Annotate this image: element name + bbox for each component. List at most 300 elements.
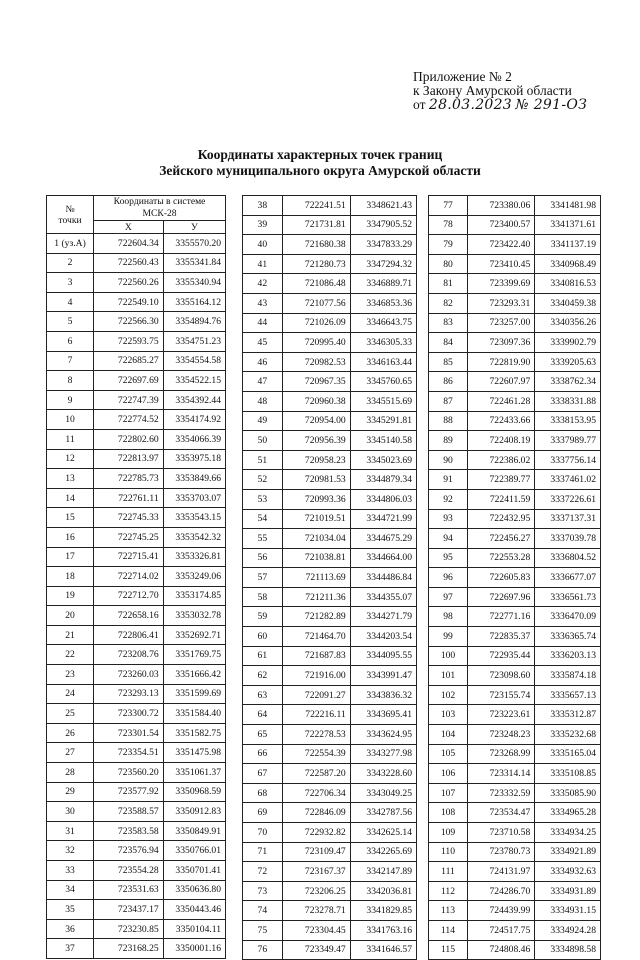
- y-coordinate-cell: 3354522.15: [163, 371, 225, 391]
- y-coordinate-cell: 3341137.19: [535, 235, 601, 255]
- x-coordinate-cell: 723354.51: [94, 743, 164, 763]
- point-number-cell: 110: [429, 842, 468, 862]
- y-coordinate-cell: 3341829.85: [350, 901, 416, 921]
- point-number-cell: 73: [243, 881, 283, 901]
- table-row: [243, 450, 417, 470]
- x-coordinate-cell: 723167.37: [282, 862, 350, 882]
- x-coordinate-cell: 722432.95: [468, 509, 535, 529]
- x-coordinate-cell: 722587.20: [282, 764, 350, 784]
- point-number-cell: 112: [429, 881, 468, 901]
- point-number-cell: 25: [47, 704, 94, 724]
- point-number-cell: 51: [243, 450, 283, 470]
- x-coordinate-cell: 723293.31: [468, 293, 535, 313]
- point-number-cell: 89: [429, 431, 468, 451]
- y-coordinate-cell: 3339902.79: [535, 333, 601, 353]
- table-row: [47, 508, 226, 528]
- x-coordinate-cell: 721034.04: [282, 529, 350, 549]
- table-row: [47, 606, 226, 626]
- point-number-cell: 42: [243, 274, 283, 294]
- point-number-cell: 85: [429, 352, 468, 372]
- y-coordinate-cell: 3345515.69: [350, 391, 416, 411]
- table-row: [243, 764, 417, 784]
- y-coordinate-cell: 3353975.18: [163, 449, 225, 469]
- y-coordinate-cell: 3335657.13: [535, 685, 601, 705]
- x-coordinate-cell: 724517.75: [468, 920, 535, 940]
- y-coordinate-cell: 3336677.07: [535, 568, 601, 588]
- table-row: [243, 196, 417, 216]
- x-coordinate-cell: 722607.97: [468, 372, 535, 392]
- point-number-cell: 90: [429, 450, 468, 470]
- point-number-cell: 2: [47, 253, 94, 273]
- table-row: [243, 352, 417, 372]
- y-coordinate-cell: 3342036.81: [350, 881, 416, 901]
- point-number-cell: 26: [47, 723, 94, 743]
- table-row: [47, 645, 226, 665]
- point-number-cell: 12: [47, 449, 94, 469]
- table-row: [243, 391, 417, 411]
- x-coordinate-cell: 721280.73: [282, 254, 350, 274]
- point-number-cell: 18: [47, 567, 94, 587]
- y-coordinate-cell: 3334898.58: [535, 940, 601, 960]
- y-coordinate-cell: 3343695.41: [350, 705, 416, 725]
- table-row: [243, 529, 417, 549]
- point-number-cell: 62: [243, 666, 283, 686]
- point-number-cell: 41: [243, 254, 283, 274]
- point-number-cell: 47: [243, 372, 283, 392]
- table-row: [47, 782, 226, 802]
- x-coordinate-cell: 721077.56: [282, 293, 350, 313]
- x-coordinate-cell: 720981.53: [282, 470, 350, 490]
- point-number-cell: 48: [243, 391, 283, 411]
- point-number-cell: 81: [429, 274, 468, 294]
- table-row: [47, 665, 226, 685]
- y-coordinate-cell: 3353849.66: [163, 469, 225, 489]
- x-coordinate-cell: 722553.28: [468, 548, 535, 568]
- y-coordinate-cell: 3341646.57: [350, 940, 416, 960]
- y-coordinate-cell: 3340356.26: [535, 313, 601, 333]
- point-number-cell: 35: [47, 900, 94, 920]
- y-coordinate-cell: 3334924.28: [535, 920, 601, 940]
- y-coordinate-cell: 3334934.25: [535, 823, 601, 843]
- y-coordinate-cell: 3345291.81: [350, 411, 416, 431]
- header-point-number-word: точки: [58, 214, 82, 226]
- y-coordinate-cell: 3339205.63: [535, 352, 601, 372]
- y-coordinate-cell: 3336203.13: [535, 646, 601, 666]
- y-coordinate-cell: 3350766.01: [163, 841, 225, 861]
- table-row: [243, 313, 417, 333]
- table-row: [47, 723, 226, 743]
- point-number-cell: 113: [429, 901, 468, 921]
- table-row: [429, 842, 601, 862]
- x-coordinate-cell: 723097.36: [468, 333, 535, 353]
- y-coordinate-cell: 3354894.76: [163, 312, 225, 332]
- point-number-cell: 44: [243, 313, 283, 333]
- table-row: [429, 783, 601, 803]
- point-number-cell: 114: [429, 920, 468, 940]
- x-coordinate-cell: 723583.58: [94, 821, 164, 841]
- table-row: [47, 449, 226, 469]
- y-coordinate-cell: 3344203.54: [350, 627, 416, 647]
- table-row: [243, 666, 417, 686]
- point-number-cell: 29: [47, 782, 94, 802]
- point-number-cell: 33: [47, 861, 94, 881]
- point-number-cell: 72: [243, 862, 283, 882]
- point-number-cell: 50: [243, 431, 283, 451]
- y-coordinate-cell: 3346163.44: [350, 352, 416, 372]
- point-number-cell: 79: [429, 235, 468, 255]
- y-coordinate-cell: 3342625.14: [350, 823, 416, 843]
- table-row: [429, 744, 601, 764]
- y-coordinate-cell: 3343624.95: [350, 725, 416, 745]
- coordinates-table-2: [242, 195, 417, 960]
- table-row: [429, 352, 601, 372]
- x-coordinate-cell: 720995.40: [282, 333, 350, 353]
- x-coordinate-cell: 723399.69: [468, 274, 535, 294]
- y-coordinate-cell: 3338153.95: [535, 411, 601, 431]
- table-row: [429, 901, 601, 921]
- x-coordinate-cell: 721019.51: [282, 509, 350, 529]
- table-row: [243, 587, 417, 607]
- x-coordinate-cell: 722774.52: [94, 410, 164, 430]
- table-row: [429, 215, 601, 235]
- table-row: [429, 646, 601, 666]
- y-coordinate-cell: 3350912.83: [163, 802, 225, 822]
- x-coordinate-cell: 723349.47: [282, 940, 350, 960]
- table-row: [47, 488, 226, 508]
- table-row: [47, 351, 226, 371]
- table-row: [429, 431, 601, 451]
- point-number-cell: 109: [429, 823, 468, 843]
- x-coordinate-cell: 722604.34: [94, 234, 164, 254]
- table-row: [429, 705, 601, 725]
- point-number-cell: 95: [429, 548, 468, 568]
- x-coordinate-cell: 722566.30: [94, 312, 164, 332]
- point-number-cell: 38: [243, 196, 283, 216]
- x-coordinate-cell: 723260.03: [94, 665, 164, 685]
- table-row: [243, 411, 417, 431]
- table-row: [243, 215, 417, 235]
- table-row: [243, 940, 417, 960]
- x-coordinate-cell: 722658.16: [94, 606, 164, 626]
- y-coordinate-cell: 3344095.55: [350, 646, 416, 666]
- table-row: [47, 802, 226, 822]
- x-coordinate-cell: 722745.33: [94, 508, 164, 528]
- x-coordinate-cell: 722806.41: [94, 625, 164, 645]
- x-coordinate-cell: 723437.17: [94, 900, 164, 920]
- table-row: [243, 489, 417, 509]
- table-row: [243, 509, 417, 529]
- point-number-cell: 55: [243, 529, 283, 549]
- handwritten-number: № 291-ОЗ: [515, 97, 588, 113]
- table-row: [429, 372, 601, 392]
- x-coordinate-cell: 723400.57: [468, 215, 535, 235]
- x-coordinate-cell: 722706.34: [282, 783, 350, 803]
- table-row: [243, 744, 417, 764]
- table-row: [47, 469, 226, 489]
- x-coordinate-cell: 723577.92: [94, 782, 164, 802]
- y-coordinate-cell: 3350443.46: [163, 900, 225, 920]
- table-row: [243, 783, 417, 803]
- point-number-cell: 70: [243, 823, 283, 843]
- point-number-cell: 5: [47, 312, 94, 332]
- point-number-cell: 99: [429, 627, 468, 647]
- x-coordinate-cell: 720954.00: [282, 411, 350, 431]
- x-coordinate-cell: 724286.70: [468, 881, 535, 901]
- x-coordinate-cell: 722697.69: [94, 371, 164, 391]
- x-coordinate-cell: 721731.81: [282, 215, 350, 235]
- point-number-cell: 4: [47, 292, 94, 312]
- point-number-cell: 115: [429, 940, 468, 960]
- point-number-cell: 69: [243, 803, 283, 823]
- point-number-cell: 101: [429, 666, 468, 686]
- table-row: [429, 548, 601, 568]
- y-coordinate-cell: 3355164.12: [163, 292, 225, 312]
- y-coordinate-cell: 3351475.98: [163, 743, 225, 763]
- y-coordinate-cell: 3346889.71: [350, 274, 416, 294]
- table-row: [47, 919, 226, 939]
- table-row: [429, 568, 601, 588]
- point-number-cell: 71: [243, 842, 283, 862]
- x-coordinate-cell: 721687.83: [282, 646, 350, 666]
- y-coordinate-cell: 3345140.58: [350, 431, 416, 451]
- y-coordinate-cell: 3341371.61: [535, 215, 601, 235]
- point-number-cell: 102: [429, 685, 468, 705]
- point-number-cell: 30: [47, 802, 94, 822]
- y-coordinate-cell: 3343277.98: [350, 744, 416, 764]
- point-number-cell: 108: [429, 803, 468, 823]
- point-number-cell: 68: [243, 783, 283, 803]
- point-number-cell: 98: [429, 607, 468, 627]
- table-row: [243, 920, 417, 940]
- x-coordinate-cell: 721026.09: [282, 313, 350, 333]
- point-number-cell: 65: [243, 725, 283, 745]
- table-row: [47, 331, 226, 351]
- table-row: [429, 881, 601, 901]
- table-row: [47, 527, 226, 547]
- point-number-cell: 96: [429, 568, 468, 588]
- x-coordinate-cell: 722091.27: [282, 685, 350, 705]
- coordinates-table-1: [46, 195, 226, 959]
- point-number-cell: 49: [243, 411, 283, 431]
- appendix-number: Приложение № 2: [413, 69, 512, 84]
- x-coordinate-cell: 723560.20: [94, 763, 164, 783]
- table-row: [47, 763, 226, 783]
- point-number-cell: 63: [243, 685, 283, 705]
- x-coordinate-cell: 722715.41: [94, 547, 164, 567]
- point-number-cell: 20: [47, 606, 94, 626]
- point-number-cell: 10: [47, 410, 94, 430]
- point-number-cell: 92: [429, 489, 468, 509]
- y-coordinate-cell: 3337137.31: [535, 509, 601, 529]
- y-coordinate-cell: 3351769.75: [163, 645, 225, 665]
- y-coordinate-cell: 3343228.60: [350, 764, 416, 784]
- x-coordinate-cell: 722386.02: [468, 450, 535, 470]
- appendix-law-ref: к Закону Амурской области: [413, 83, 572, 98]
- table-row: [429, 293, 601, 313]
- y-coordinate-cell: 3335165.04: [535, 744, 601, 764]
- x-coordinate-cell: 723257.00: [468, 313, 535, 333]
- y-coordinate-cell: 3351061.37: [163, 763, 225, 783]
- x-coordinate-cell: 723410.45: [468, 254, 535, 274]
- x-coordinate-cell: 723208.76: [94, 645, 164, 665]
- point-number-cell: 7: [47, 351, 94, 371]
- x-coordinate-cell: 722714.02: [94, 567, 164, 587]
- y-coordinate-cell: 3345023.69: [350, 450, 416, 470]
- point-number-cell: 84: [429, 333, 468, 353]
- x-coordinate-cell: 721464.70: [282, 627, 350, 647]
- x-coordinate-cell: 720958.23: [282, 450, 350, 470]
- y-coordinate-cell: 3336470.09: [535, 607, 601, 627]
- handwritten-date: 28.03.2023: [428, 97, 513, 113]
- table-row: [243, 548, 417, 568]
- point-number-cell: 52: [243, 470, 283, 490]
- y-coordinate-cell: 3340968.49: [535, 254, 601, 274]
- table-row: [429, 450, 601, 470]
- point-number-cell: 31: [47, 821, 94, 841]
- y-coordinate-cell: 3344806.03: [350, 489, 416, 509]
- y-coordinate-cell: 3335108.85: [535, 764, 601, 784]
- y-coordinate-cell: 3344675.29: [350, 529, 416, 549]
- x-coordinate-cell: 722216.11: [282, 705, 350, 725]
- table-row: [47, 371, 226, 391]
- point-number-cell: 87: [429, 391, 468, 411]
- x-coordinate-cell: 721282.89: [282, 607, 350, 627]
- y-coordinate-cell: 3344879.34: [350, 470, 416, 490]
- point-number-cell: 15: [47, 508, 94, 528]
- y-coordinate-cell: 3353703.07: [163, 488, 225, 508]
- table-row: [429, 489, 601, 509]
- y-coordinate-cell: 3342265.69: [350, 842, 416, 862]
- table-row: [47, 880, 226, 900]
- x-coordinate-cell: 723248.23: [468, 725, 535, 745]
- point-number-cell: 45: [243, 333, 283, 353]
- table-row: [429, 940, 601, 960]
- point-number-cell: 83: [429, 313, 468, 333]
- table-row: [47, 625, 226, 645]
- point-number-cell: 34: [47, 880, 94, 900]
- table-row: [47, 292, 226, 312]
- y-coordinate-cell: 3352692.71: [163, 625, 225, 645]
- point-number-cell: 74: [243, 901, 283, 921]
- y-coordinate-cell: 3346305.33: [350, 333, 416, 353]
- table-row: [429, 803, 601, 823]
- point-number-cell: 8: [47, 371, 94, 391]
- y-coordinate-cell: 3337226.61: [535, 489, 601, 509]
- table-row: [429, 470, 601, 490]
- y-coordinate-cell: 3354554.58: [163, 351, 225, 371]
- y-coordinate-cell: 3344355.07: [350, 587, 416, 607]
- table-row: [243, 725, 417, 745]
- y-coordinate-cell: 3334932.63: [535, 862, 601, 882]
- table-row: [47, 841, 226, 861]
- table-row: [429, 862, 601, 882]
- table-row: [47, 312, 226, 332]
- x-coordinate-cell: 722935.44: [468, 646, 535, 666]
- table-row: [429, 509, 601, 529]
- table-row: [243, 254, 417, 274]
- point-number-cell: 54: [243, 509, 283, 529]
- table-row: [47, 939, 226, 959]
- table-row: [429, 725, 601, 745]
- table-row: [47, 821, 226, 841]
- x-coordinate-cell: 723576.94: [94, 841, 164, 861]
- x-coordinate-cell: 722461.28: [468, 391, 535, 411]
- point-number-cell: 106: [429, 764, 468, 784]
- point-number-cell: 60: [243, 627, 283, 647]
- point-number-cell: 76: [243, 940, 283, 960]
- x-coordinate-cell: 723531.63: [94, 880, 164, 900]
- point-number-cell: 40: [243, 235, 283, 255]
- x-coordinate-cell: 721211.36: [282, 587, 350, 607]
- y-coordinate-cell: 3344721.99: [350, 509, 416, 529]
- y-coordinate-cell: 3343836.32: [350, 685, 416, 705]
- point-number-cell: 22: [47, 645, 94, 665]
- x-coordinate-cell: 723380.06: [468, 196, 535, 216]
- point-number-cell: 16: [47, 527, 94, 547]
- table-row: [47, 410, 226, 430]
- x-coordinate-cell: 720982.53: [282, 352, 350, 372]
- table-row: [47, 684, 226, 704]
- y-coordinate-cell: 3354392.44: [163, 390, 225, 410]
- x-coordinate-cell: 722802.60: [94, 429, 164, 449]
- x-coordinate-cell: 722408.19: [468, 431, 535, 451]
- point-number-cell: 75: [243, 920, 283, 940]
- x-coordinate-cell: 722605.83: [468, 568, 535, 588]
- y-coordinate-cell: 3340816.53: [535, 274, 601, 294]
- y-coordinate-cell: 3342787.56: [350, 803, 416, 823]
- table-row: [47, 234, 226, 254]
- x-coordinate-cell: 723422.40: [468, 235, 535, 255]
- table-row: [47, 900, 226, 920]
- x-coordinate-cell: 722846.09: [282, 803, 350, 823]
- coordinates-table-2-body: [243, 196, 417, 960]
- y-coordinate-cell: 3354066.39: [163, 429, 225, 449]
- x-coordinate-cell: 722785.73: [94, 469, 164, 489]
- y-coordinate-cell: 3344664.00: [350, 548, 416, 568]
- x-coordinate-cell: 721916.00: [282, 666, 350, 686]
- x-coordinate-cell: 721086.48: [282, 274, 350, 294]
- y-coordinate-cell: 3337461.02: [535, 470, 601, 490]
- y-coordinate-cell: 3335085.90: [535, 783, 601, 803]
- y-coordinate-cell: 3341763.16: [350, 920, 416, 940]
- y-coordinate-cell: 3335232.68: [535, 725, 601, 745]
- y-coordinate-cell: 3350701.41: [163, 861, 225, 881]
- y-coordinate-cell: 3355340.94: [163, 273, 225, 293]
- title-line-1: Координаты характерных точек границ: [197, 147, 443, 162]
- x-coordinate-cell: 720993.36: [282, 489, 350, 509]
- table-row: [47, 273, 226, 293]
- x-coordinate-cell: 722685.27: [94, 351, 164, 371]
- table-header-row: [47, 196, 226, 221]
- y-coordinate-cell: 3334931.15: [535, 901, 601, 921]
- x-coordinate-cell: 723109.47: [282, 842, 350, 862]
- point-number-cell: 46: [243, 352, 283, 372]
- table-row: [243, 881, 417, 901]
- y-coordinate-cell: 3351582.75: [163, 723, 225, 743]
- point-number-cell: 21: [47, 625, 94, 645]
- point-number-cell: 39: [243, 215, 283, 235]
- y-coordinate-cell: 3353174.85: [163, 586, 225, 606]
- table-row: [243, 627, 417, 647]
- table-row: [429, 313, 601, 333]
- y-coordinate-cell: 3351599.69: [163, 684, 225, 704]
- x-coordinate-cell: 722813.97: [94, 449, 164, 469]
- x-coordinate-cell: 722593.75: [94, 331, 164, 351]
- table-row: [243, 862, 417, 882]
- y-coordinate-cell: 3346643.75: [350, 313, 416, 333]
- table-row: [429, 254, 601, 274]
- point-number-cell: 32: [47, 841, 94, 861]
